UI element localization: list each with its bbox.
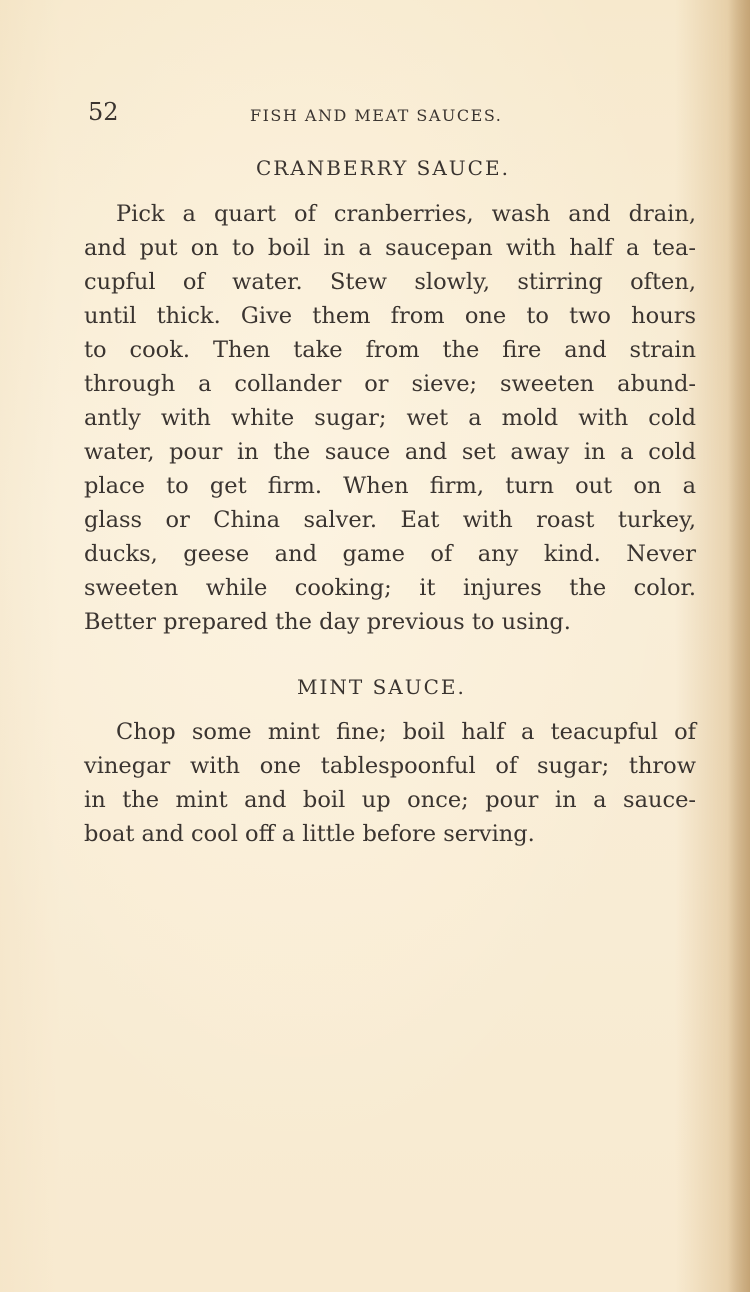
- section-title-cranberry-sauce: CRANBERRY SAUCE.: [256, 156, 510, 180]
- text-line: to cook. Then take from the fire and strain: [84, 337, 696, 363]
- text-line: antly with white sugar; wet a mold with cold: [84, 405, 696, 431]
- text-line: glass or China salver. Eat with roast turkey,: [84, 507, 696, 533]
- text-line: vinegar with one tablespoonful of sugar; throw: [84, 753, 696, 779]
- text-line: until thick. Give them from one to two hours: [84, 303, 696, 329]
- paragraph-cranberry-sauce: [84, 197, 696, 639]
- text-line: ducks, geese and game of any kind. Never: [84, 541, 696, 567]
- text-line: Chop some mint fine; boil half a teacupful of: [116, 719, 696, 745]
- paragraph-mint-sauce: [84, 715, 696, 851]
- text-line: sweeten while cooking; it injures the color.: [84, 575, 696, 601]
- text-line: Better prepared the day previous to using.: [84, 609, 571, 635]
- text-line: boat and cool off a little before serving.: [84, 821, 535, 847]
- running-head: FISH AND MEAT SAUCES.: [250, 106, 503, 125]
- page-edge-shadow: [728, 0, 750, 1292]
- text-line: and put on to boil in a saucepan with half a tea-: [84, 235, 696, 261]
- text-line: cupful of water. Stew slowly, stirring often,: [84, 269, 696, 295]
- section-title-mint-sauce: MINT SAUCE.: [297, 675, 466, 699]
- page-number: 52: [88, 98, 119, 126]
- text-line: Pick a quart of cranberries, wash and drain,: [116, 201, 696, 227]
- text-line: in the mint and boil up once; pour in a sauce-: [84, 787, 696, 813]
- text-line: through a collander or sieve; sweeten abund-: [84, 371, 696, 397]
- text-line: water, pour in the sauce and set away in a cold: [84, 439, 696, 465]
- text-line: place to get firm. When firm, turn out on a: [84, 473, 696, 499]
